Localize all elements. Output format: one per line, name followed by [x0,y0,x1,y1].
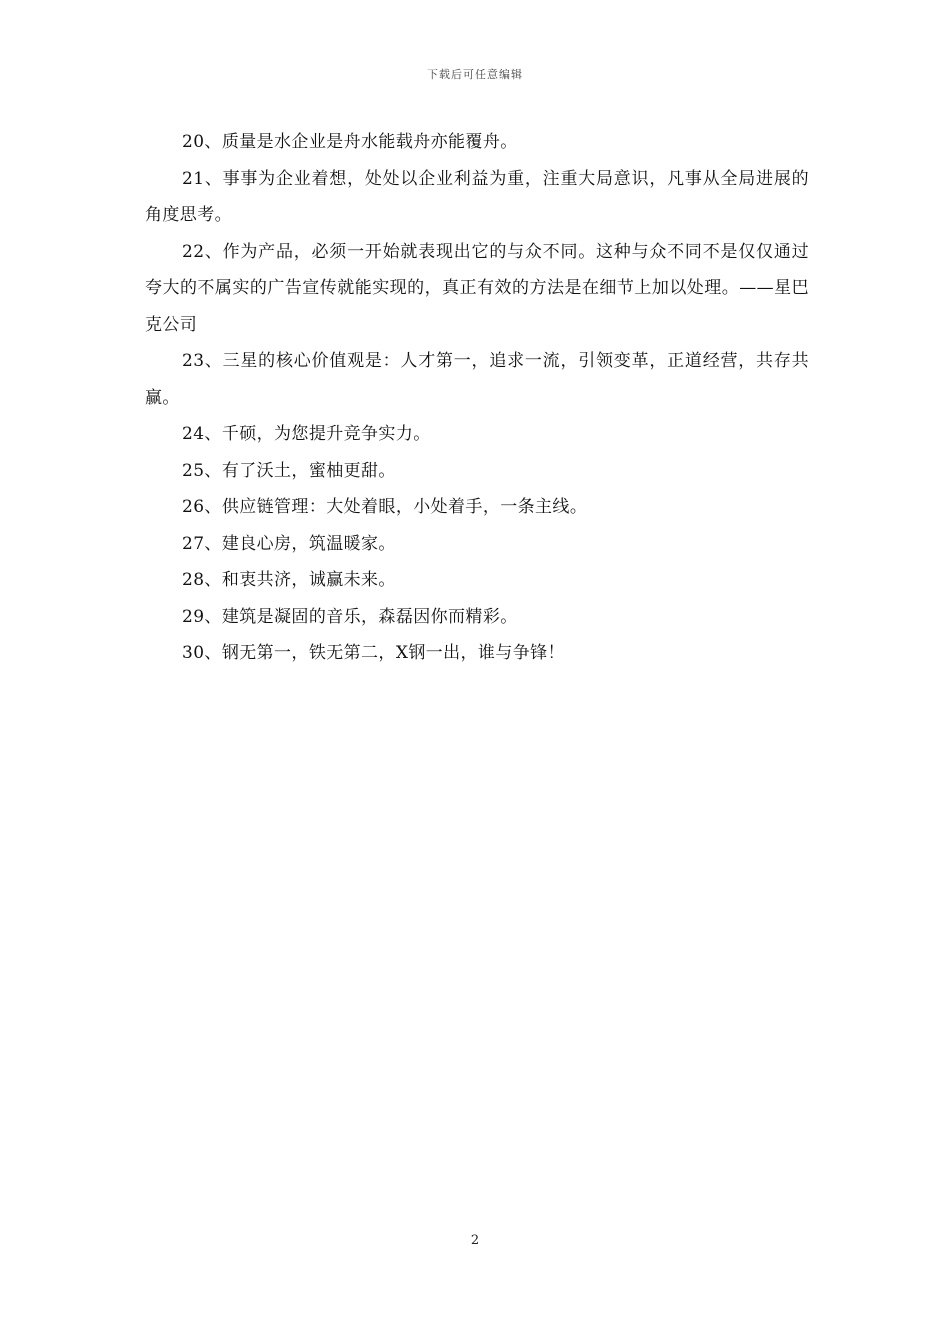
paragraph-25: 25、有了沃土，蜜柚更甜。 [182,460,396,481]
paragraph-24: 24、千硕，为您提升竞争实力。 [182,424,431,444]
page-number: 2 [470,1233,480,1248]
document-body [145,124,809,672]
paragraph-20: 20、质量是水企业是舟水能载舟亦能覆舟。 [182,132,518,152]
paragraph-21: 21、事事为企业着想，处处以企业利益为重，注重大局意识，凡事从全局进展的角度思考。 [145,168,809,225]
paragraph-26: 26、供应链管理：大处着眼，小处着手，一条主线。 [182,497,588,517]
paragraph-30: 30、钢无第一，铁无第二，X钢一出，谁与争锋！ [182,643,565,663]
page-header: 下载后可任意编辑 [427,68,523,81]
paragraph-28: 28、和衷共济，诚赢未来。 [182,570,396,590]
paragraph-23: 23、三星的核心价值观是：人才第一，追求一流，引领变革，正道经营，共存共赢。 [145,351,809,408]
paragraph-27: 27、建良心房，筑温暖家。 [182,533,396,554]
paragraph-22: 22、作为产品，必须一开始就表现出它的与众不同。这种与众不同不是仅仅通过夸大的不属实的广告宣传就能实现的，真正有效的方法是在细节上加以处理。——星巴克公司 [145,241,809,335]
paragraph-29: 29、建筑是凝固的音乐，森磊因你而精彩。 [182,606,518,627]
